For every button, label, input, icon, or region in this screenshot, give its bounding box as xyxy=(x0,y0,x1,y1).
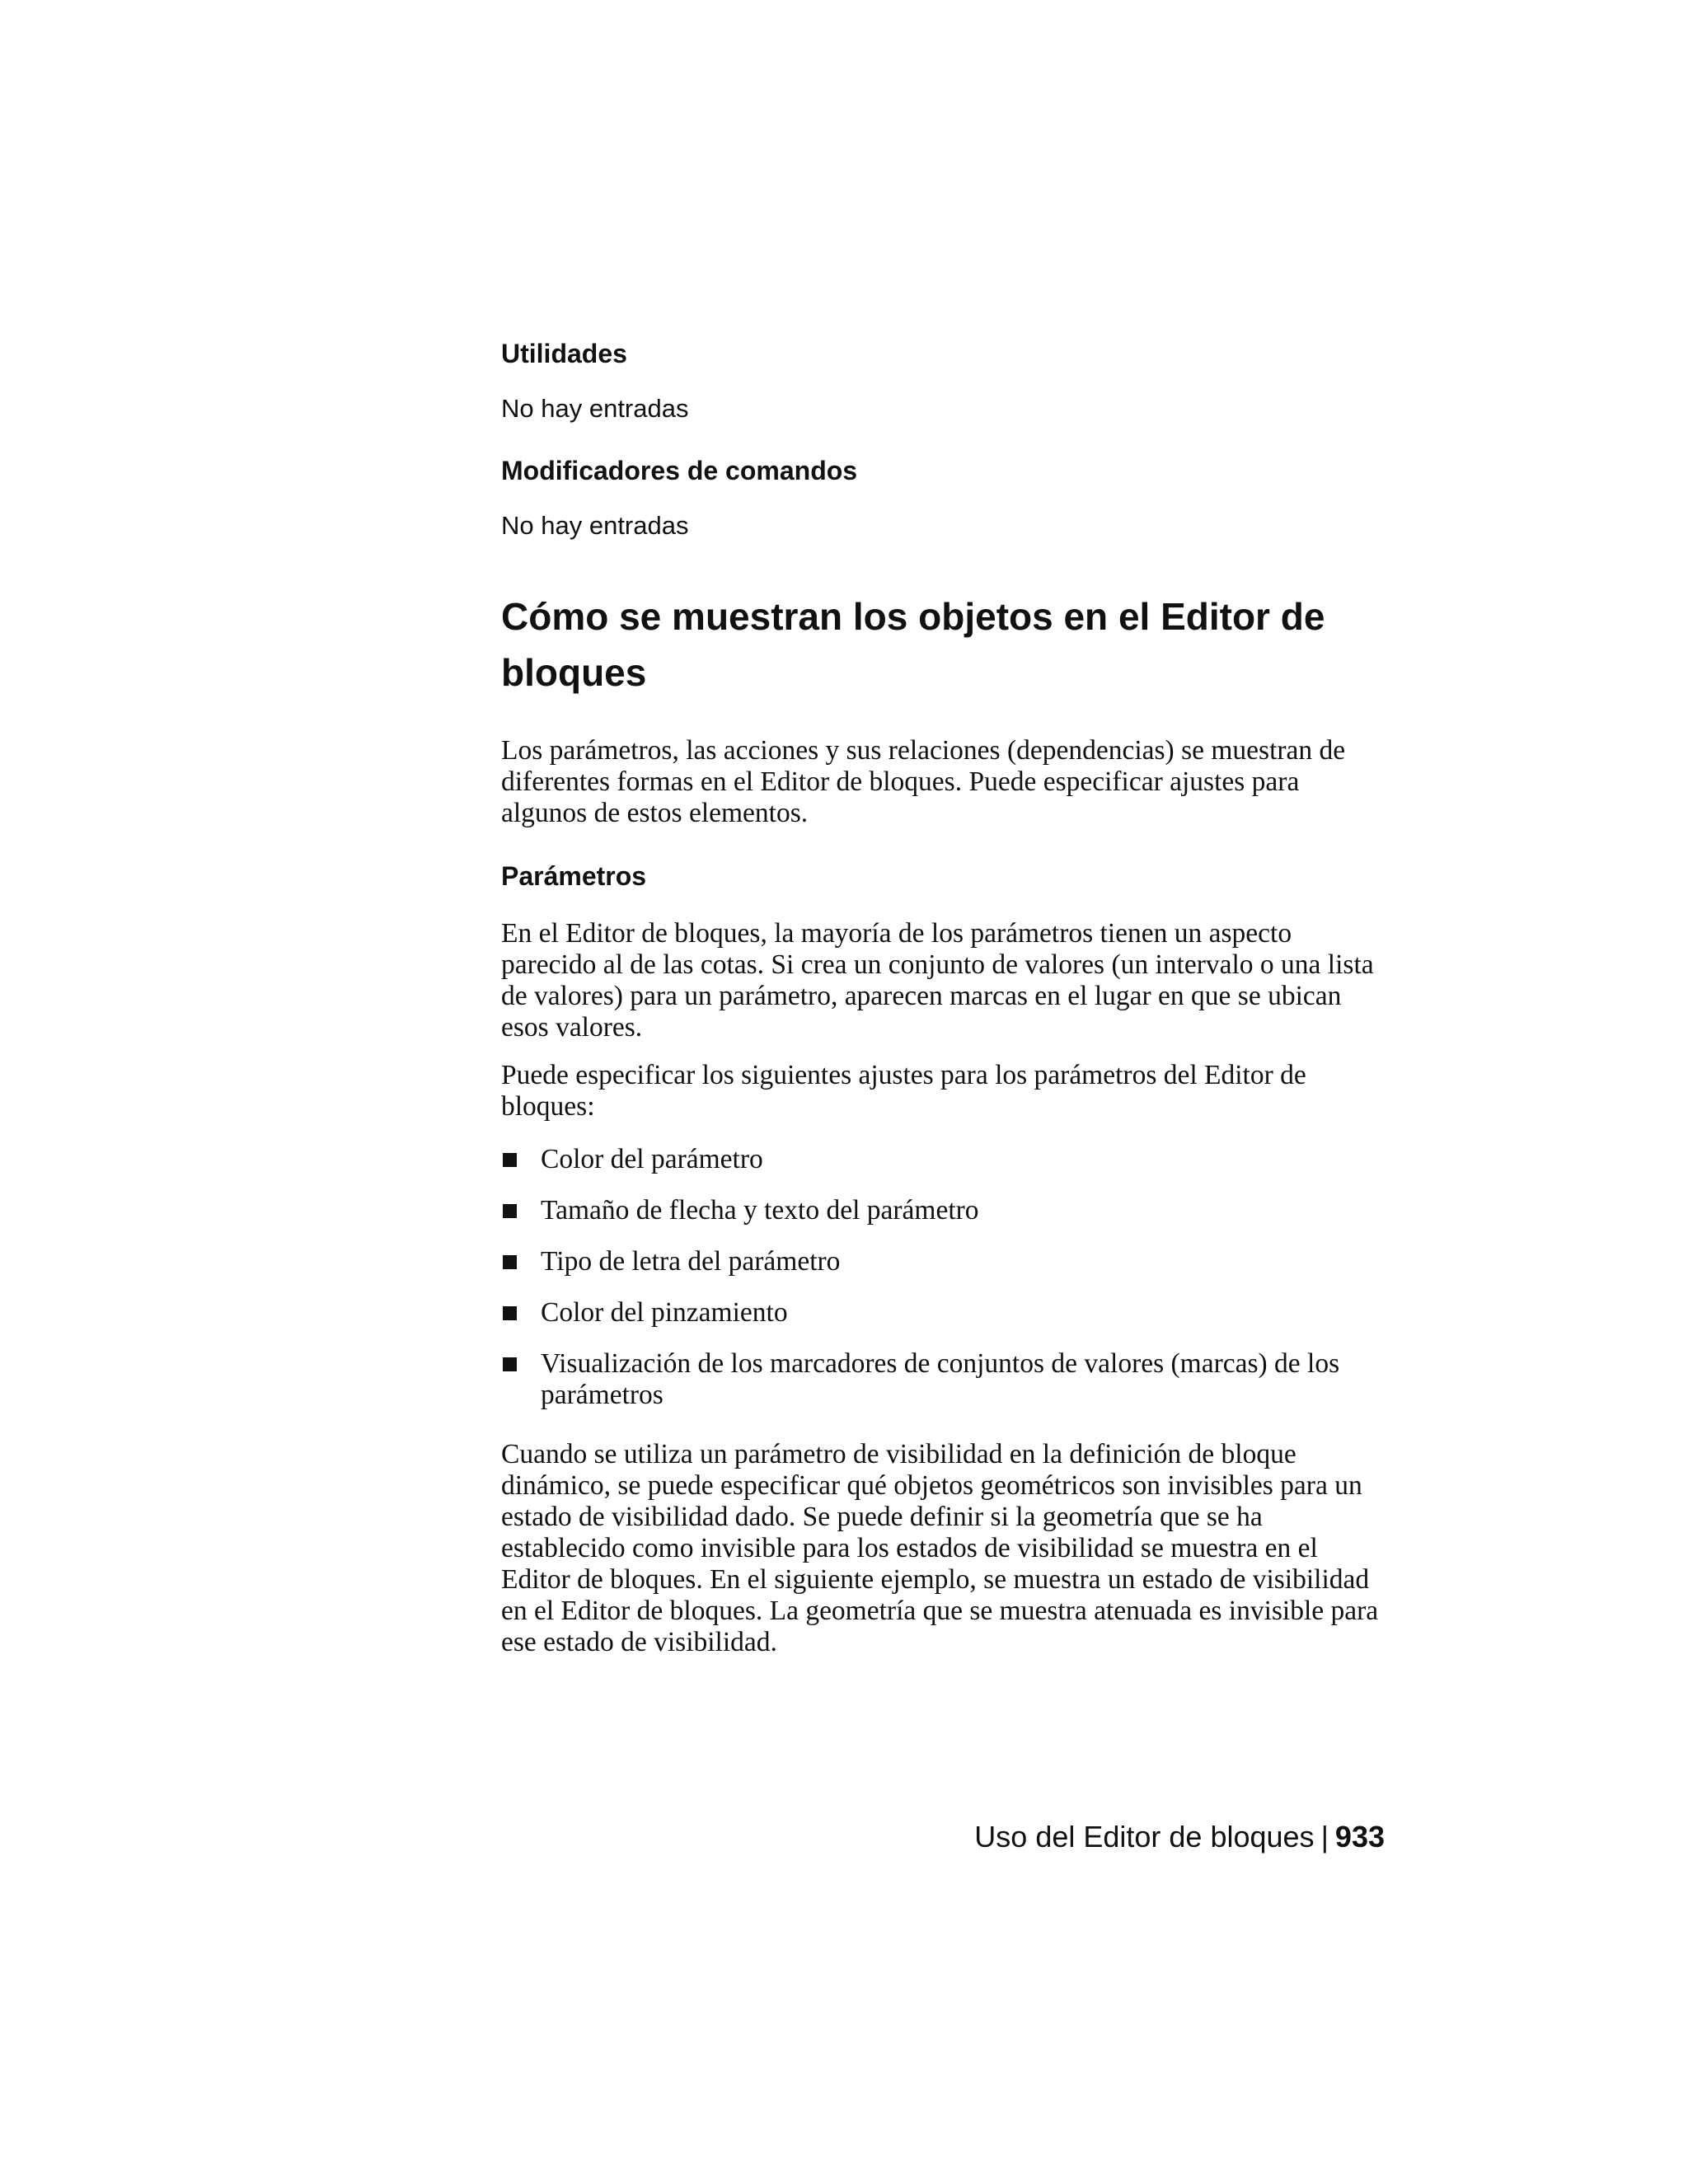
page-footer xyxy=(974,1817,1385,1857)
page-content xyxy=(501,336,1385,1658)
square-bullet-icon xyxy=(503,1204,517,1218)
utilidades-heading: Utilidades xyxy=(501,339,627,368)
parametros-paragraph-1: En el Editor de bloques, la mayoría de los parámetros tienen un aspecto parecido al de las cotas. Si crea un conjunto de valores (un intervalo o una lista de valores) para un parámetro, aparecen marcas en el lugar en que se ubican esos valores. xyxy=(501,918,1374,1043)
settings-list xyxy=(501,1144,1385,1411)
footer-chapter-title: Uso del Editor de bloques xyxy=(974,1820,1315,1854)
square-bullet-icon xyxy=(503,1153,517,1167)
parametros-paragraph-2: Puede especificar los siguientes ajustes para los parámetros del Editor de bloques: xyxy=(501,1060,1306,1122)
list-item-text: Visualización de los marcadores de conjuntos de valores (marcas) de los parámetros xyxy=(541,1348,1340,1410)
footer-separator: | xyxy=(1320,1820,1329,1854)
intro-paragraph: Los parámetros, las acciones y sus relaciones (dependencias) se muestran de diferentes formas en el Editor de bloques. Puede especificar ajustes para algunos de estos elementos. xyxy=(501,735,1346,828)
list-item-text: Color del pinzamiento xyxy=(541,1297,788,1328)
list-item-text: Tamaño de flecha y texto del parámetro xyxy=(541,1195,979,1226)
parametros-heading: Parámetros xyxy=(501,861,647,891)
list-item-text: Color del parámetro xyxy=(541,1144,763,1174)
section-title: Cómo se muestran los objetos en el Editor de bloques xyxy=(501,595,1325,694)
list-item-text: Tipo de letra del parámetro xyxy=(541,1246,841,1277)
list-item xyxy=(501,1297,1385,1329)
list-item xyxy=(501,1348,1385,1411)
square-bullet-icon xyxy=(503,1255,517,1269)
utilidades-text: No hay entradas xyxy=(501,394,689,423)
list-item xyxy=(501,1246,1385,1277)
list-item xyxy=(501,1144,1385,1175)
list-item xyxy=(501,1195,1385,1226)
modificadores-heading: Modificadores de comandos xyxy=(501,456,858,485)
square-bullet-icon xyxy=(503,1357,517,1371)
square-bullet-icon xyxy=(503,1306,517,1320)
page-number: 933 xyxy=(1334,1820,1385,1854)
modificadores-text: No hay entradas xyxy=(501,511,689,540)
visibility-paragraph: Cuando se utiliza un parámetro de visibilidad en la definición de bloque dinámico, se puede especificar qué objetos geométricos son invisibles para un estado de visibilidad dado. Se puede definir si la geometría que se ha establecido como invisible para los estados de visibilidad se muestra en el Editor de bloques. En el siguiente ejemplo, se muestra un estado de visibilidad en el Editor de bloques. La geometría que se muestra atenuada es invisible para ese estado de visibilidad. xyxy=(501,1439,1379,1657)
